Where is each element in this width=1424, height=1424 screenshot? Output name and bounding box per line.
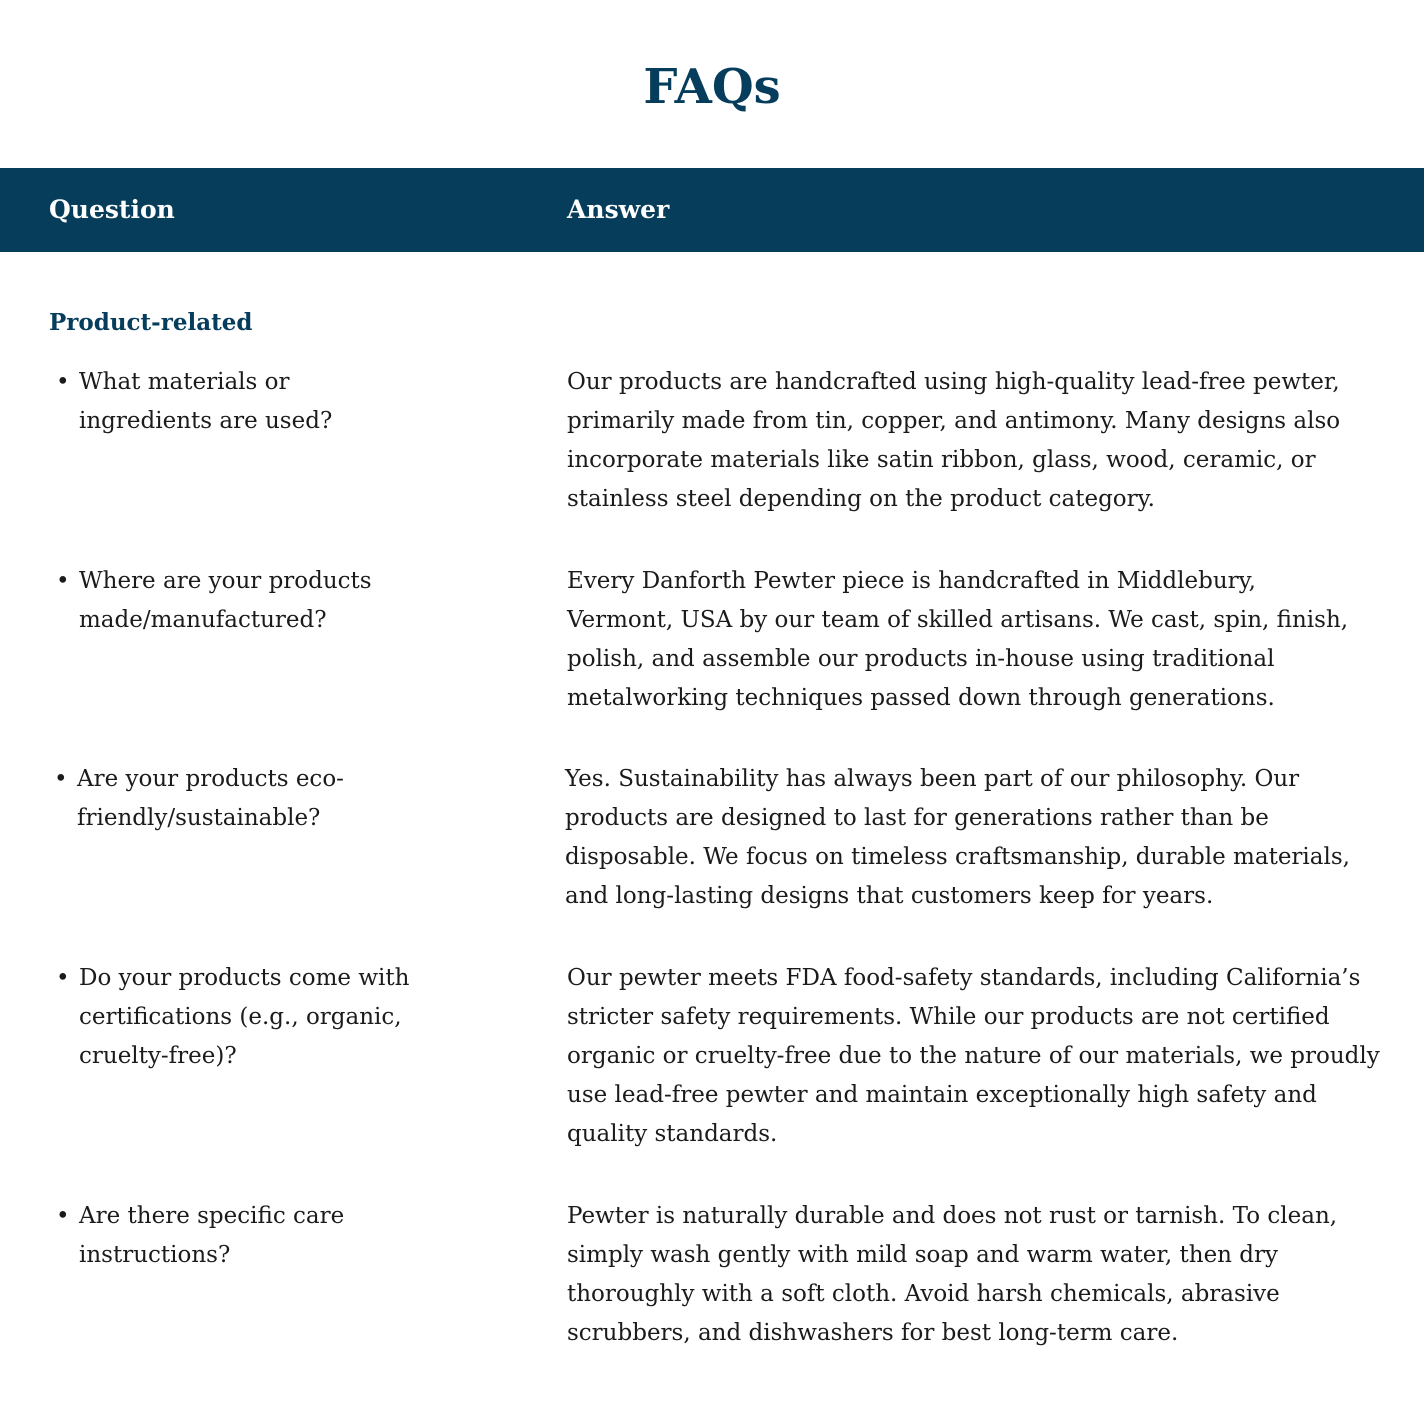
bullet-icon: • xyxy=(56,369,70,395)
answer-line: scrubbers, and dishwashers for best long-term care. xyxy=(567,1320,1179,1346)
faq-question xyxy=(56,959,479,1076)
faq-question xyxy=(56,363,479,441)
answer-line: stainless steel depending on the product category. xyxy=(567,486,1155,512)
answer-line: disposable. We focus on timeless craftsmanship, durable materials, xyxy=(565,844,1350,870)
answer-line: incorporate materials like satin ribbon, glass, wood, ceramic, or xyxy=(567,447,1316,473)
question-line: certifications (e.g., organic, xyxy=(79,1004,402,1030)
question-line: Are your products eco- xyxy=(77,766,344,792)
bullet-icon: • xyxy=(56,568,70,594)
answer-line: quality standards. xyxy=(567,1121,778,1147)
question-line: Are there specific care xyxy=(79,1203,345,1229)
faq-answer xyxy=(567,1197,1367,1353)
column-header-question: Question xyxy=(49,195,175,224)
question-line: Do your products come with xyxy=(79,965,410,991)
page-title: FAQs xyxy=(643,59,781,115)
faq-answer xyxy=(565,760,1365,916)
question-line: Where are your products xyxy=(79,568,372,594)
faq-answer xyxy=(567,562,1367,718)
answer-line: stricter safety requirements. While our products are not certified xyxy=(567,1004,1330,1030)
answer-line: organic or cruelty-free due to the nature of our materials, we proudly xyxy=(567,1043,1380,1069)
faq-question xyxy=(56,1197,479,1275)
answer-line: polish, and assemble our products in-house using traditional xyxy=(567,646,1275,672)
question-line: friendly/sustainable? xyxy=(77,805,321,831)
answer-line: Every Danforth Pewter piece is handcrafted in Middlebury, xyxy=(567,568,1256,594)
faq-answer xyxy=(567,959,1380,1154)
faq-answer xyxy=(567,363,1367,519)
answer-line: Pewter is naturally durable and does not rust or tarnish. To clean, xyxy=(567,1203,1338,1229)
question-line: What materials or xyxy=(79,369,290,395)
answer-line: use lead-free pewter and maintain exceptionally high safety and xyxy=(567,1082,1317,1108)
answer-line: Our pewter meets FDA food-safety standards, including California’s xyxy=(567,965,1361,991)
answer-line: and long-lasting designs that customers keep for years. xyxy=(565,883,1214,909)
answer-line: Yes. Sustainability has always been part of our philosophy. Our xyxy=(565,766,1300,792)
faq-question xyxy=(56,562,479,640)
table-header xyxy=(0,168,1424,252)
question-line: cruelty-free)? xyxy=(79,1043,237,1069)
answer-line: thoroughly with a soft cloth. Avoid harsh chemicals, abrasive xyxy=(567,1281,1280,1307)
answer-line: Vermont, USA by our team of skilled artisans. We cast, spin, finish, xyxy=(567,607,1349,633)
answer-line: primarily made from tin, copper, and antimony. Many designs also xyxy=(567,408,1341,434)
question-line: ingredients are used? xyxy=(79,408,333,434)
answer-line: Our products are handcrafted using high-quality lead-free pewter, xyxy=(567,369,1340,395)
question-line: made/manufactured? xyxy=(79,607,327,633)
answer-line: simply wash gently with mild soap and warm water, then dry xyxy=(567,1242,1279,1268)
bullet-icon: • xyxy=(56,965,70,991)
faq-question xyxy=(54,760,477,838)
column-header-answer: Answer xyxy=(567,195,670,224)
bullet-icon: • xyxy=(54,766,68,792)
question-line: instructions? xyxy=(79,1242,231,1268)
section-title: Product-related xyxy=(49,309,253,336)
answer-line: metalworking techniques passed down through generations. xyxy=(567,685,1275,711)
answer-line: products are designed to last for generations rather than be xyxy=(565,805,1269,831)
bullet-icon: • xyxy=(56,1203,70,1229)
